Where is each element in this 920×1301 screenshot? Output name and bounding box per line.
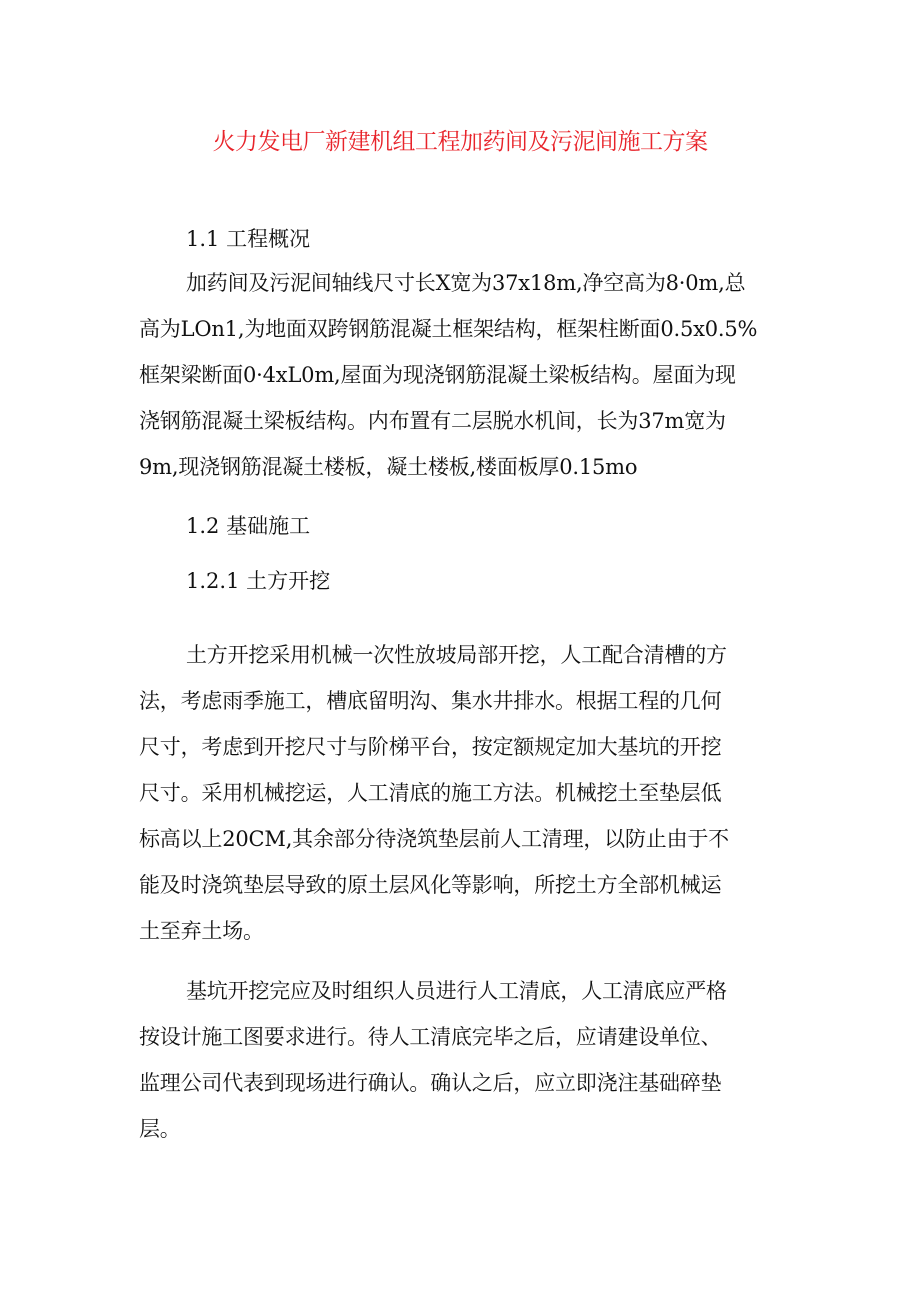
paragraph-line: 按设计施工图要求进行。待人工清底完毕之后，应请建设单位、: [139, 1025, 722, 1049]
section-heading-1-2-1: 1.2.1 土方开挖: [186, 569, 331, 593]
paragraph-line: 土方开挖采用机械一次性放坡局部开挖，人工配合清槽的方: [186, 643, 727, 667]
paragraph-line: 高为LOn1,为地面双跨钢筋混凝土框架结构，框架柱断面0.5x0.5%: [139, 317, 758, 341]
section-heading-1-1: 1.1 工程概况: [186, 227, 311, 251]
excavation-paragraph: [139, 632, 799, 954]
paragraph-line: 土至弃土场。: [139, 919, 264, 943]
section-heading-1-2: 1.2 基础施工: [186, 514, 311, 538]
paragraph-line: 尺寸，考虑到开挖尺寸与阶梯平台，按定额规定加大基坑的开挖: [139, 735, 722, 759]
paragraph-line: 9m,现浇钢筋混凝土楼板，凝土楼板,楼面板厚0.15mo: [139, 455, 638, 479]
paragraph-line: 浇钢筋混凝土梁板结构。内布置有二层脱水机间，长为37m宽为: [139, 409, 726, 433]
document-title: 火力发电厂新建机组工程加药间及污泥间施工方案: [212, 129, 708, 155]
overview-paragraph: [139, 260, 799, 490]
cleanup-paragraph: [139, 968, 799, 1152]
paragraph-line: 框架梁断面0·4xL0m,屋面为现浇钢筋混凝土梁板结构。屋面为现: [139, 363, 736, 387]
paragraph-line: 加药间及污泥间轴线尺寸长X宽为37x18m,净空高为8·0m,总: [186, 271, 746, 295]
paragraph-line: 能及时浇筑垫层导致的原土层风化等影响，所挖土方全部机械运: [139, 873, 722, 897]
paragraph-line: 层。: [139, 1117, 181, 1141]
paragraph-line: 法，考虑雨季施工，槽底留明沟、集水井排水。根据工程的几何: [139, 689, 722, 713]
paragraph-line: 监理公司代表到现场进行确认。确认之后，应立即浇注基础碎垫: [139, 1071, 722, 1095]
paragraph-line: 基坑开挖完应及时组织人员进行人工清底，人工清底应严格: [186, 979, 727, 1003]
paragraph-line: 尺寸。采用机械挖运，人工清底的施工方法。机械挖土至垫层低: [139, 781, 722, 805]
paragraph-line: 标高以上20CM,其余部分待浇筑垫层前人工清理，以防止由于不: [139, 827, 729, 851]
